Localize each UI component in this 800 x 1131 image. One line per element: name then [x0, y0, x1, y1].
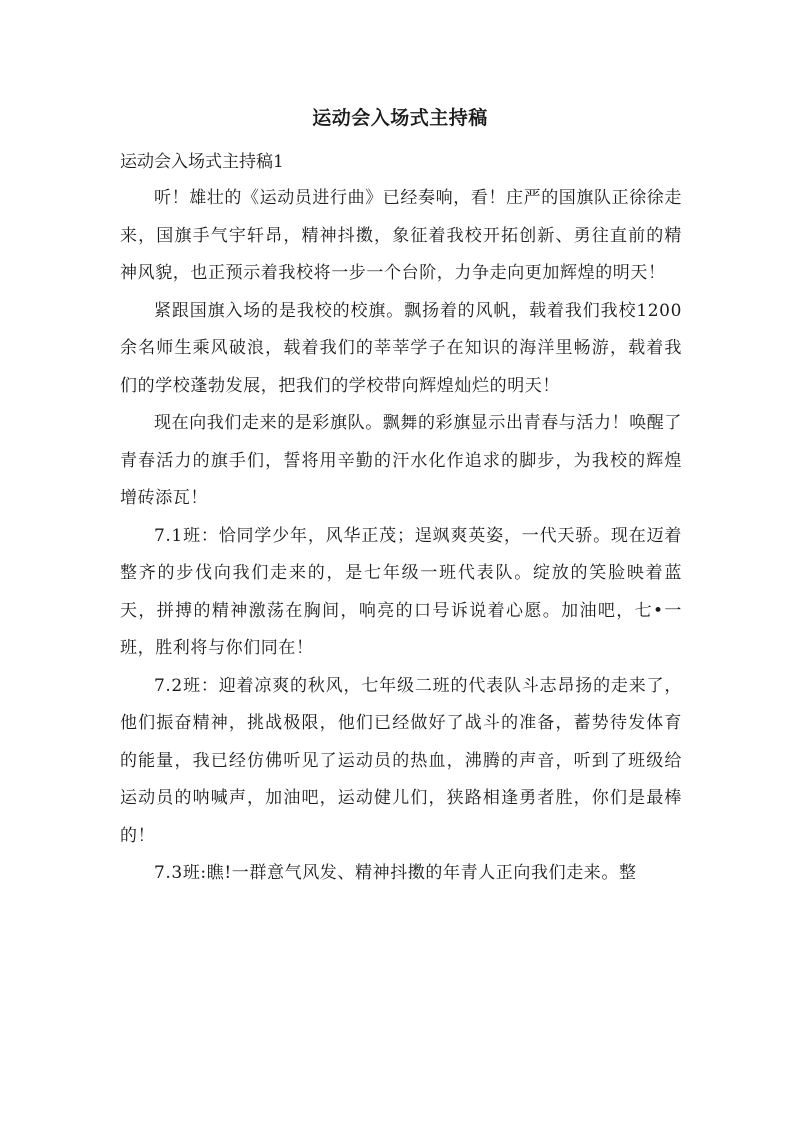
document-title: 运动会入场式主持稿: [312, 107, 488, 129]
paragraph-class-7-2: 7.2班：迎着凉爽的秋风，七年级二班的代表队斗志昂扬的走来了，他们振奋精神，挑战极限，他们已经做好了战斗的准备，蓄势待发体育的能量，我已经仿佛听见了运动员的热血，沸腾的声音，听到了班级给运动员的呐喊声，加油吧，运动健儿们，狭路相逢勇者胜，你们是最棒的！: [120, 675, 682, 846]
paragraph-national-flag: 听！雄壮的《运动员进行曲》已经奏响，看！庄严的国旗队正徐徐走来，国旗手气宇轩昂，精神抖擞，象征着我校开拓创新、勇往直前的精神风貌，也正预示着我校将一步一个台阶，力争走向更加辉煌的明天！: [120, 188, 682, 283]
paragraph-color-flag-team: 现在向我们走来的是彩旗队。飘舞的彩旗显示出青春与活力！唤醒了青春活力的旗手们，誓将用辛勤的汗水化作追求的脚步，为我校的辉煌增砖添瓦！: [120, 413, 682, 508]
paragraph-class-7-3: 7.3班:瞧!一群意气风发、精神抖擞的年青人正向我们走来。整: [154, 863, 637, 883]
paragraph-class-7-1: 7.1班：恰同学少年，风华正茂；逞飒爽英姿，一代天骄。现在迈着整齐的步伐向我们走来的，是七年级一班代表队。绽放的笑脸映着蓝天，拼搏的精神激荡在胸间，响亮的口号诉说着心愿。加油吧，七•一班，胜利将与你们同在！: [120, 525, 682, 658]
paragraph-school-flag: 紧跟国旗入场的是我校的校旗。飘扬着的风帆，载着我们我校1200余名师生乘风破浪，载着我们的莘莘学子在知识的海洋里畅游，载着我们的学校蓬勃发展，把我们的学校带向辉煌灿烂的明天！: [120, 300, 682, 396]
document-subtitle: 运动会入场式主持稿1: [120, 152, 284, 172]
document-body: [120, 144, 682, 893]
